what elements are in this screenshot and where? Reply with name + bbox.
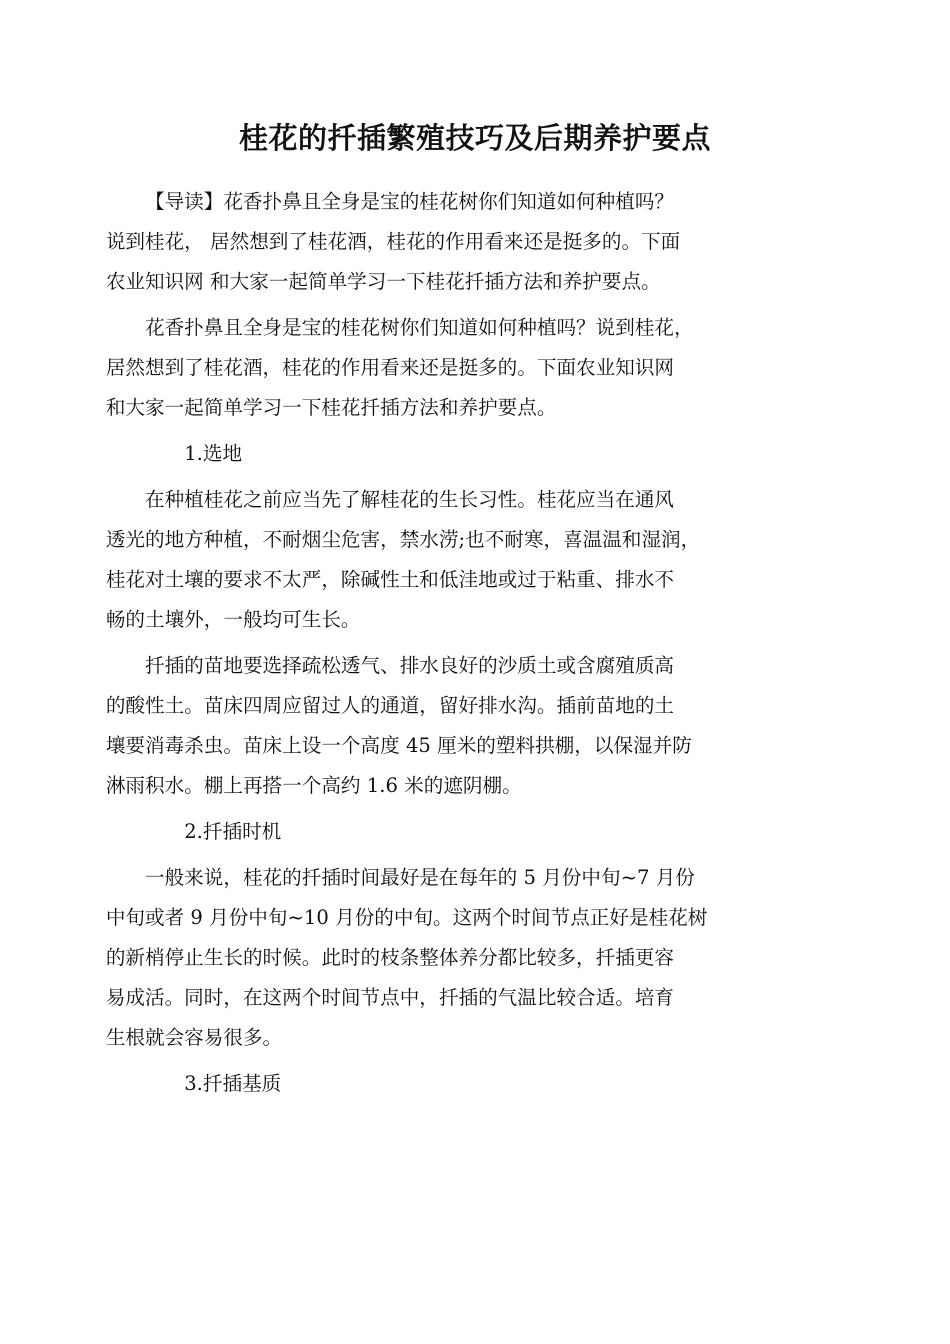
text-line: 扦插的苗地要选择疏松透气、排水良好的沙质土或含腐殖质高 (145, 654, 675, 677)
text-line: 一般来说，桂花的扦插时间最好是在每年的 5 月份中旬~7 月份 (145, 866, 695, 889)
text-line: 生根就会容易很多。 (105, 1026, 283, 1049)
paragraph-intro (105, 182, 807, 302)
text-line: 中旬或者 9 月份中旬~10 月份的中旬。这两个时间节点正好是桂花树 (105, 906, 708, 929)
text-line: 居然想到了桂花酒，桂花的作用看来还是挺多的。下面农业知识网 (105, 356, 675, 379)
text-line: 桂花对土壤的要求不太严，除碱性土和低洼地或过于粘重、排水不 (105, 568, 675, 591)
text-line: 说到桂花， 居然想到了桂花酒，桂花的作用看来还是挺多的。下面 (105, 230, 681, 253)
text-line: 在种植桂花之前应当先了解桂花的生长习性。桂花应当在通风 (145, 488, 675, 511)
section-heading-timing: 2.扦插时机 (184, 820, 282, 843)
text-line: 的新梢停止生长的时候。此时的枝条整体养分都比较多，扦插更容 (105, 946, 675, 969)
text-line: 畅的土壤外，一般均可生长。 (105, 608, 361, 631)
text-line: 的酸性土。苗床四周应留过人的通道，留好排水沟。插前苗地的土 (105, 694, 675, 717)
text-line: 花香扑鼻且全身是宝的桂花树你们知道如何种植吗？说到桂花， (145, 316, 694, 339)
document-body (105, 182, 807, 1110)
text-line: 透光的地方种植，不耐烟尘危害，禁水涝;也不耐寒，喜温温和湿润， (105, 528, 701, 551)
text-line: 农业知识网 和大家一起简单学习一下桂花扦插方法和养护要点。 (105, 270, 661, 293)
text-line: 淋雨积水。棚上再搭一个高约 1.6 米的遮阴棚。 (105, 774, 522, 797)
section-heading-site-selection: 1.选地 (184, 442, 243, 465)
text-line: 和大家一起简单学习一下桂花扦插方法和养护要点。 (105, 396, 557, 419)
text-line: 易成活。同时，在这两个时间节点中，扦插的气温比较合适。培育 (105, 986, 675, 1009)
paragraph (105, 308, 807, 428)
paragraph (105, 480, 807, 640)
text-line: 【导读】花香扑鼻且全身是宝的桂花树你们知道如何种植吗？ (145, 190, 675, 213)
paragraph (105, 858, 807, 1058)
text-line: 壤要消毒杀虫。苗床上设一个高度 45 厘米的塑料拱棚，以保湿并防 (105, 734, 692, 757)
paragraph (105, 646, 807, 806)
document-title: 桂花的扦插繁殖技巧及后期养护要点 (238, 121, 711, 155)
section-heading-substrate: 3.扦插基质 (184, 1072, 282, 1095)
